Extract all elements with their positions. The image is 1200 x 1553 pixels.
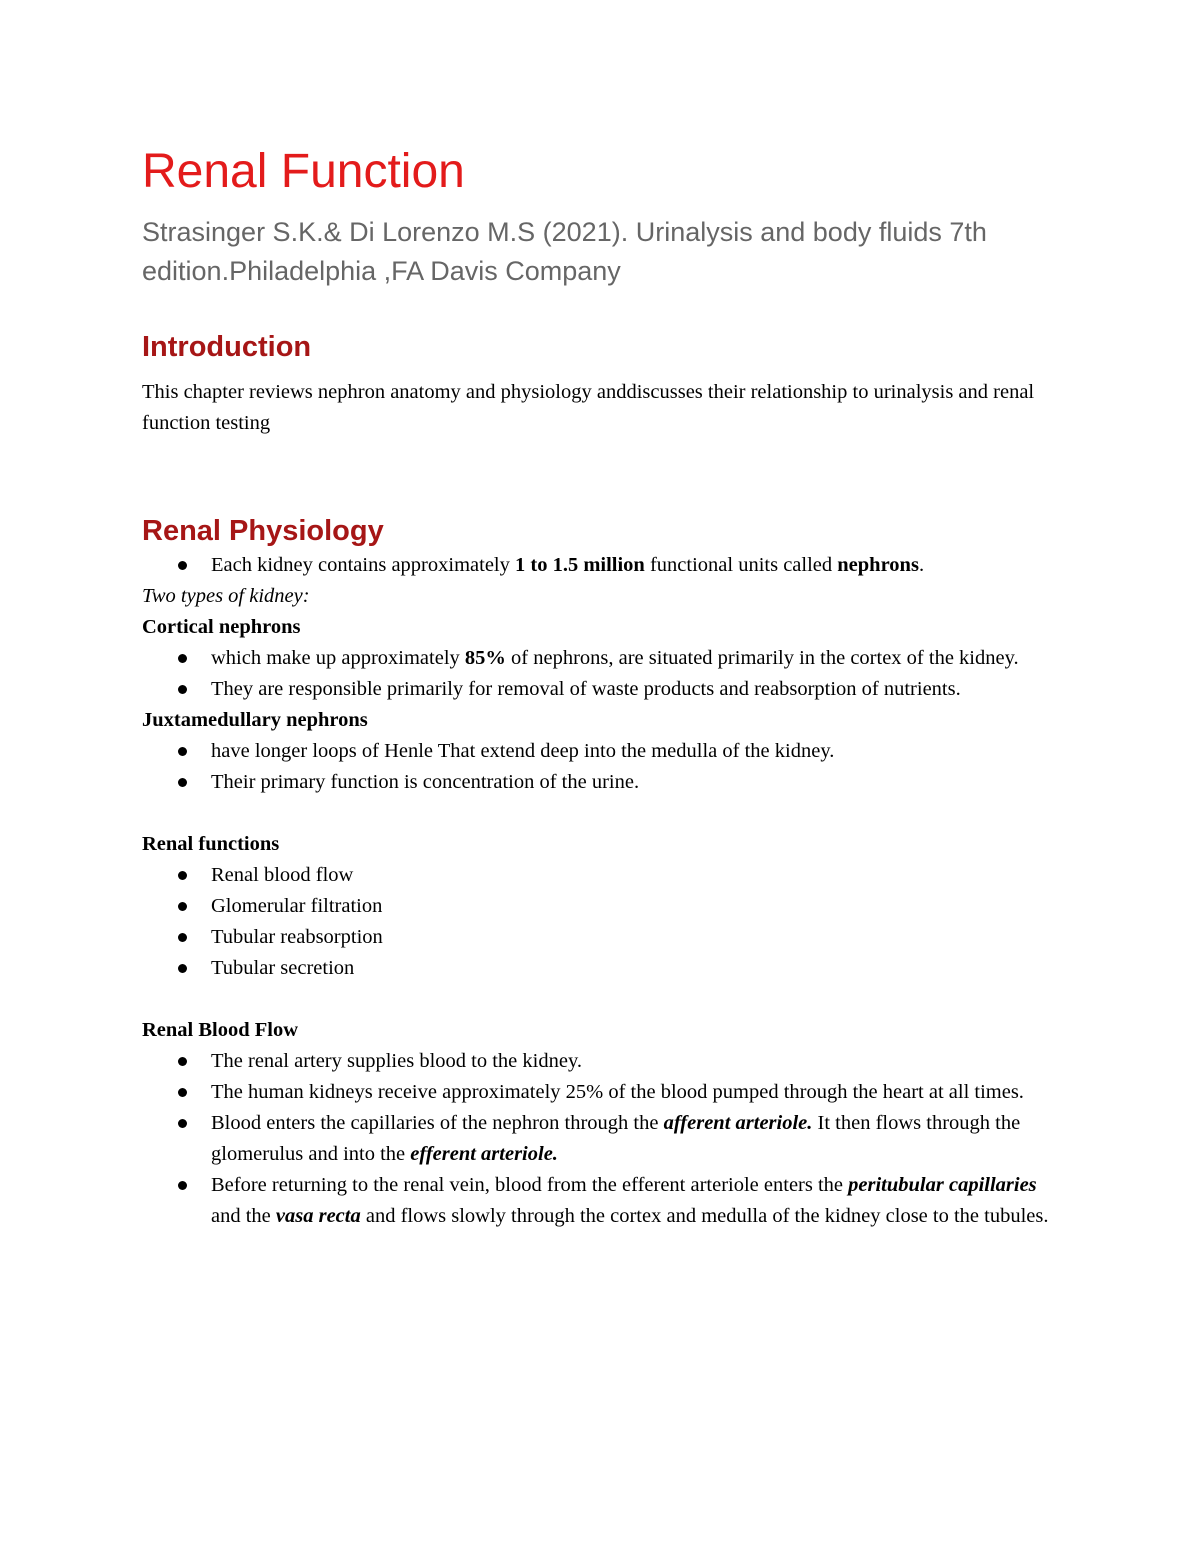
bullet-icon: [178, 1088, 187, 1097]
nephron-count-list: [142, 550, 1067, 581]
introduction-heading: Introduction: [142, 331, 312, 363]
bullet-icon: [178, 1057, 187, 1066]
bullet-icon: [178, 902, 187, 911]
list-item: Before returning to the renal vein, blood from the efferent arteriole enters the peritubular capillaries and the vasa recta and flows slowly through the cortex and medulla of the kidney close to the tubules.: [142, 1170, 1067, 1232]
renal-functions-label: Renal functions: [142, 833, 280, 855]
list-item: They are responsible primarily for removal of waste products and reabsorption of nutrients.: [142, 674, 1067, 705]
renal-blood-flow-label: Renal Blood Flow: [142, 1019, 299, 1041]
juxtamedullary-list: [142, 736, 1067, 798]
cortical-nephrons-label: Cortical nephrons: [142, 616, 301, 638]
cortical-list: [142, 643, 1067, 705]
bullet-icon: [178, 654, 187, 663]
list-item: Their primary function is concentration of the urine.: [142, 767, 1067, 798]
bullet-icon: [178, 747, 187, 756]
list-item: Renal blood flow: [142, 860, 1067, 891]
list-item: Tubular secretion: [142, 953, 1067, 984]
bullet-icon: [178, 685, 187, 694]
bullet-icon: [178, 933, 187, 942]
bullet-icon: [178, 1181, 187, 1190]
renal-blood-flow-list: [142, 1046, 1067, 1232]
renal-physiology-heading: Renal Physiology: [142, 515, 384, 547]
bullet-icon: [178, 561, 187, 570]
list-item: Each kidney contains approximately 1 to 1.5 million functional units called nephrons.: [142, 550, 1067, 581]
citation: Strasinger S.K.& Di Lorenzo M.S (2021). Urinalysis and body fluids 7th edition.Philadelphia ,FA Davis Company: [142, 217, 987, 286]
list-item: The renal artery supplies blood to the kidney.: [142, 1046, 1067, 1077]
juxtamedullary-nephrons-label: Juxtamedullary nephrons: [142, 709, 368, 731]
bullet-icon: [178, 964, 187, 973]
bullet-icon: [178, 871, 187, 880]
two-types-label: Two types of kidney:: [142, 585, 310, 607]
list-item: Glomerular filtration: [142, 891, 1067, 922]
renal-functions-list: [142, 860, 1067, 984]
document-page: [142, 140, 1067, 1232]
list-item: have longer loops of Henle That extend deep into the medulla of the kidney.: [142, 736, 1067, 767]
list-item: Blood enters the capillaries of the nephron through the afferent arteriole. It then flows through the glomerulus and into the efferent arteriole.: [142, 1108, 1067, 1170]
introduction-text: This chapter reviews nephron anatomy and physiology anddiscusses their relationship to urinalysis and renal function testing: [142, 381, 1035, 434]
bullet-icon: [178, 1119, 187, 1128]
document-title: Renal Function: [142, 145, 465, 198]
list-item: Tubular reabsorption: [142, 922, 1067, 953]
list-item: The human kidneys receive approximately 25% of the blood pumped through the heart at all times.: [142, 1077, 1067, 1108]
list-item: which make up approximately 85% of nephrons, are situated primarily in the cortex of the kidney.: [142, 643, 1067, 674]
bullet-icon: [178, 778, 187, 787]
